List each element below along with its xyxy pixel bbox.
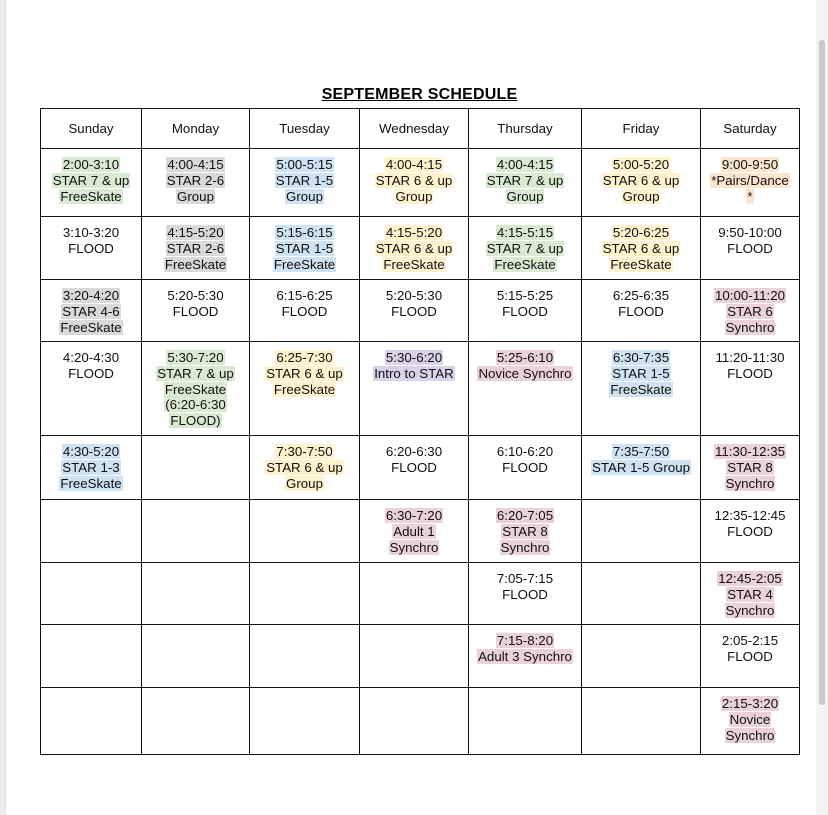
schedule-cell <box>701 625 800 688</box>
session-line: 5:20-6:25 <box>612 225 670 240</box>
session-line: STAR 7 & up <box>486 240 564 256</box>
schedule-cell <box>360 149 469 217</box>
session-line: 6:20-7:05 <box>496 508 554 523</box>
session-line: STAR 6 & up <box>375 172 453 188</box>
day-header: Saturday <box>701 109 800 149</box>
schedule-row <box>41 436 800 500</box>
day-header: Sunday <box>41 109 142 149</box>
session-line: Synchro <box>725 727 775 743</box>
session-line: Group <box>286 475 323 491</box>
schedule-cell <box>701 280 800 342</box>
schedule-cell <box>142 280 250 342</box>
session-block <box>166 157 225 204</box>
session-line: Group <box>506 188 544 204</box>
document-page <box>6 0 816 815</box>
session-line: STAR 6 & up <box>375 240 453 256</box>
schedule-cell <box>360 625 469 688</box>
session-block <box>385 444 443 475</box>
session-line: 10:00-11:20 <box>715 288 785 303</box>
session-block <box>62 350 120 381</box>
session-line: 3:20-4:20 <box>62 288 120 303</box>
session-line: STAR 6 & up <box>602 172 680 188</box>
schedule-cell <box>469 280 582 342</box>
session-block <box>385 288 443 319</box>
session-block <box>602 157 681 204</box>
session-line: Intro to STAR <box>374 365 454 381</box>
schedule-cell <box>360 563 469 625</box>
schedule-cell <box>250 688 360 755</box>
session-line: FLOOD <box>502 586 548 602</box>
session-block <box>62 225 120 256</box>
session-line: FLOOD <box>502 303 548 319</box>
session-line: FLOOD <box>618 303 664 319</box>
session-line: (6:20-6:30 <box>165 397 226 413</box>
schedule-cell <box>582 149 701 217</box>
session-block <box>52 157 131 204</box>
session-block <box>477 633 573 664</box>
session-block <box>275 288 333 319</box>
schedule-row <box>41 563 800 625</box>
day-header: Thursday <box>469 109 582 149</box>
schedule-cell <box>360 217 469 280</box>
day-header: Monday <box>142 109 250 149</box>
session-line: 9:00-9:50 <box>721 157 779 172</box>
session-block <box>714 444 786 491</box>
schedule-cell <box>582 563 701 625</box>
session-line: Synchro <box>725 475 775 491</box>
schedule-cell <box>701 436 800 500</box>
schedule-cell <box>250 436 360 500</box>
session-line: *Pairs/Dance <box>711 172 789 188</box>
session-line: FLOOD <box>68 365 114 381</box>
schedule-cell <box>582 436 701 500</box>
session-line: Group <box>177 188 214 204</box>
session-line: STAR 1-5 <box>275 240 334 256</box>
session-line: STAR 2-6 <box>166 240 225 256</box>
session-line: 12:45-2:05 <box>718 571 782 586</box>
schedule-cell <box>582 625 701 688</box>
session-line: 6:25-6:35 <box>612 288 670 303</box>
session-line: 7:30-7:50 <box>276 444 333 459</box>
schedule-cell <box>701 217 800 280</box>
session-line: STAR 1-5 <box>275 172 334 188</box>
session-line: FLOOD <box>727 365 773 381</box>
schedule-cell <box>582 688 701 755</box>
schedule-cell <box>701 563 800 625</box>
session-line: STAR 7 & up <box>52 172 130 188</box>
schedule-cell <box>582 500 701 563</box>
session-line: FreeSkate <box>273 381 336 397</box>
session-block <box>156 350 235 428</box>
session-block <box>265 444 344 491</box>
session-block <box>477 350 572 381</box>
session-block <box>721 633 779 664</box>
session-line: 2:00-3:10 <box>62 157 120 172</box>
scrollbar[interactable] <box>816 0 828 815</box>
schedule-cell <box>142 688 250 755</box>
session-line: 4:00-4:15 <box>385 157 443 172</box>
schedule-cell <box>582 342 701 436</box>
day-header: Friday <box>582 109 701 149</box>
session-line: 6:25-7:30 <box>276 350 333 365</box>
session-block <box>612 288 670 319</box>
schedule-cell <box>701 688 800 755</box>
session-line: 5:20-5:30 <box>385 288 443 303</box>
session-line: 2:05-2:15 <box>721 633 779 648</box>
session-line: STAR 7 & up <box>486 172 564 188</box>
session-line: FreeSkate <box>383 256 445 272</box>
session-line: FLOOD <box>502 459 548 475</box>
session-line: 4:15-5:15 <box>496 225 554 240</box>
session-line: STAR 6 & up <box>602 240 680 256</box>
schedule-cell <box>142 563 250 625</box>
session-line: 4:30-5:20 <box>62 444 120 459</box>
session-block <box>486 157 565 204</box>
session-line: FreeSkate <box>60 188 122 204</box>
session-line: 7:05-7:15 <box>496 571 554 586</box>
session-block <box>717 225 783 256</box>
session-line: Synchro <box>500 539 550 555</box>
session-block <box>602 225 681 272</box>
schedule-cell <box>250 280 360 342</box>
session-line: 6:20-6:30 <box>385 444 443 459</box>
session-line: FLOOD <box>727 648 773 664</box>
session-block <box>275 157 334 204</box>
session-line: FreeSkate <box>164 381 227 397</box>
schedule-cell <box>142 217 250 280</box>
schedule-row <box>41 688 800 755</box>
session-block <box>496 444 554 475</box>
session-line: 7:15-8:20 <box>496 633 554 648</box>
schedule-cell <box>582 280 701 342</box>
session-line: FreeSkate <box>60 475 122 491</box>
session-line: STAR 2-6 <box>166 172 225 188</box>
session-line: STAR 4-6 <box>62 303 120 319</box>
schedule-cell <box>469 500 582 563</box>
session-block <box>265 350 344 397</box>
session-block <box>486 225 565 272</box>
schedule-cell <box>469 625 582 688</box>
session-block <box>373 350 455 381</box>
session-line: 4:15-5:20 <box>385 225 443 240</box>
session-line: 5:15-6:15 <box>276 225 333 240</box>
session-line: 6:30-7:20 <box>385 508 443 523</box>
session-block <box>385 508 443 555</box>
session-line: Group <box>395 188 433 204</box>
session-line: FreeSkate <box>164 256 227 272</box>
schedule-cell <box>469 436 582 500</box>
schedule-cell <box>41 280 142 342</box>
session-block <box>591 444 691 475</box>
session-line: FreeSkate <box>610 256 672 272</box>
session-line: FLOOD <box>727 523 773 539</box>
session-line: STAR 6 & up <box>266 459 343 475</box>
session-line: Synchro <box>389 539 439 555</box>
schedule-cell <box>250 149 360 217</box>
session-line: 4:15-5:20 <box>167 225 224 240</box>
session-line: FreeSkate <box>610 381 672 397</box>
schedule-cell <box>250 625 360 688</box>
schedule-body <box>41 149 800 755</box>
session-line: 12:35-12:45 <box>714 508 786 523</box>
schedule-cell <box>469 149 582 217</box>
session-line: * <box>747 188 753 204</box>
schedule-cell <box>250 563 360 625</box>
session-line: Group <box>622 188 660 204</box>
session-line: 5:00-5:15 <box>276 157 333 172</box>
session-line: 6:30-7:35 <box>612 350 670 365</box>
schedule-row <box>41 149 800 217</box>
session-block <box>166 288 224 319</box>
schedule-cell <box>41 217 142 280</box>
schedule-cell <box>41 625 142 688</box>
schedule-cell <box>250 342 360 436</box>
session-block <box>714 508 787 539</box>
session-line: FreeSkate <box>273 256 336 272</box>
session-line: STAR 6 <box>727 303 773 319</box>
session-line: Adult 3 Synchro <box>478 648 572 664</box>
session-line: STAR 6 & up <box>266 365 343 381</box>
schedule-cell <box>41 436 142 500</box>
session-block <box>59 288 122 335</box>
schedule-cell <box>142 500 250 563</box>
session-block <box>714 350 785 381</box>
schedule-cell <box>41 500 142 563</box>
session-block <box>609 350 672 397</box>
session-line: FreeSkate <box>60 319 122 335</box>
session-line: 4:00-4:15 <box>167 157 224 172</box>
session-line: FLOOD <box>281 303 328 319</box>
session-line: 11:30-12:35 <box>715 444 785 459</box>
session-block <box>59 444 122 491</box>
session-block <box>496 288 554 319</box>
schedule-cell <box>360 688 469 755</box>
schedule-row <box>41 217 800 280</box>
schedule-cell <box>360 280 469 342</box>
session-line: 5:30-6:20 <box>385 350 443 365</box>
schedule-cell <box>469 688 582 755</box>
session-line: STAR 4 <box>727 586 773 602</box>
session-line: Group <box>286 188 323 204</box>
schedule-cell <box>360 342 469 436</box>
schedule-cell <box>142 625 250 688</box>
session-line: FLOOD <box>391 303 437 319</box>
session-block <box>721 696 779 743</box>
session-line: FLOOD <box>727 240 773 256</box>
schedule-cell <box>701 342 800 436</box>
session-block <box>375 157 454 204</box>
session-line: 4:00-4:15 <box>496 157 554 172</box>
schedule-row <box>41 280 800 342</box>
session-line: 6:10-6:20 <box>496 444 554 459</box>
session-line: Synchro <box>725 319 775 335</box>
schedule-cell <box>142 342 250 436</box>
schedule-cell <box>360 436 469 500</box>
schedule-cell <box>142 149 250 217</box>
schedule-row <box>41 500 800 563</box>
schedule-cell <box>582 217 701 280</box>
session-line: 6:15-6:25 <box>276 288 333 303</box>
schedule-cell <box>250 217 360 280</box>
session-line: FreeSkate <box>494 256 556 272</box>
session-block <box>273 225 336 272</box>
schedule-table <box>40 108 800 755</box>
session-line: 11:20-11:30 <box>715 350 785 365</box>
session-line: 5:15-5:25 <box>496 288 554 303</box>
schedule-row <box>41 625 800 688</box>
day-header: Tuesday <box>250 109 360 149</box>
session-block <box>496 508 554 555</box>
session-block <box>717 571 783 618</box>
schedule-cell <box>469 342 582 436</box>
session-line: Novice <box>729 711 771 727</box>
session-line: STAR 8 <box>502 523 548 539</box>
session-line: FLOOD <box>391 459 437 475</box>
session-line: Novice Synchro <box>478 365 572 381</box>
schedule-cell <box>469 563 582 625</box>
session-line: 2:15-3:20 <box>721 696 779 711</box>
session-block <box>710 157 790 204</box>
schedule-cell <box>701 149 800 217</box>
session-line: 4:20-4:30 <box>62 350 120 365</box>
session-line: STAR 7 & up <box>157 365 234 381</box>
session-line: FLOOD <box>172 303 219 319</box>
session-line: FLOOD) <box>170 413 221 429</box>
schedule-title: SEPTEMBER SCHEDULE <box>321 86 518 103</box>
schedule-cell <box>701 500 800 563</box>
schedule-cell <box>469 217 582 280</box>
session-line: 7:35-7:50 <box>612 444 670 459</box>
session-line: 5:20-5:30 <box>167 288 224 303</box>
session-line: 5:00-5:20 <box>612 157 670 172</box>
header-row <box>41 109 800 149</box>
session-line: Adult 1 <box>393 523 435 539</box>
session-line: STAR 1-5 Group <box>591 459 691 475</box>
session-line: 3:10-3:20 <box>62 225 120 240</box>
day-header: Wednesday <box>360 109 469 149</box>
session-line: 9:50-10:00 <box>718 225 782 240</box>
session-block <box>714 288 786 335</box>
scrollbar-thumb[interactable] <box>819 40 825 705</box>
session-block <box>375 225 454 272</box>
schedule-cell <box>142 436 250 500</box>
session-line: STAR 8 <box>727 459 773 475</box>
session-block <box>496 571 554 602</box>
session-line: 5:25-6:10 <box>496 350 554 365</box>
session-block <box>164 225 227 272</box>
schedule-row <box>41 342 800 436</box>
schedule-cell <box>41 342 142 436</box>
schedule-cell <box>41 688 142 755</box>
session-line: FLOOD <box>68 240 114 256</box>
session-line: 5:30-7:20 <box>167 350 224 365</box>
schedule-cell <box>41 563 142 625</box>
session-line: Synchro <box>725 602 775 618</box>
schedule-cell <box>41 149 142 217</box>
schedule-cell <box>250 500 360 563</box>
session-line: STAR 1-3 <box>62 459 120 475</box>
schedule-cell <box>360 500 469 563</box>
session-line: STAR 1-5 <box>612 365 670 381</box>
